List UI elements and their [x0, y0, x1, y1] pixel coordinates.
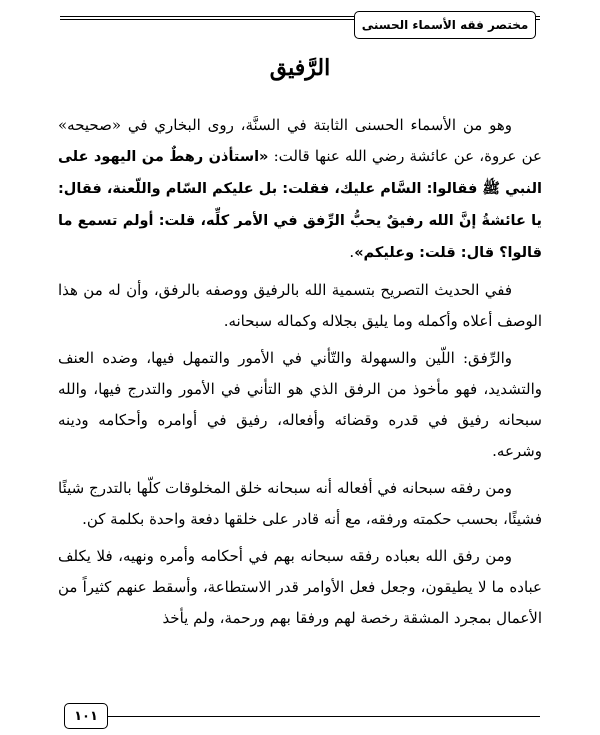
page-body: [58, 110, 542, 640]
paragraph-1: [58, 110, 542, 269]
paragraph-5: ومن رفق الله بعباده رفقه سبحانه بهم في أحكامه وأمره ونهيه، فلا يكلف عباده ما لا يطيقون، وجعل فعل الأوامر قدر الاستطاعة، وأسقط عنهم كثيراً من الأعمال بمجرد المشقة رخصة لهم ورفقا بهم ورحمة، ولم يأخذ: [58, 547, 542, 627]
paragraph-1-intro: وهو من الأسماء الحسنى الثابتة في السنَّة، روى البخاري في «صحيحه» عن عروة، عن عائشة رضي الله عنها قالت:: [58, 116, 542, 165]
paragraph-1-end: .: [349, 243, 355, 261]
paragraph-3: والرِّفق: اللّين والسهولة والتّأني في الأمور والتمهل فيها، وضده العنف والتشديد، فهو مأخوذ من الرفق الذي هو التأني في الأمور والتدرج فيها، والله سبحانه رفيق في قدره وقضائه وأفعاله، رفيق في أوامره وأحكامه ودينه وشرعه.: [58, 349, 542, 460]
book-title: مختصر فقه الأسماء الحسنى: [361, 18, 529, 32]
page-number: ١٠١: [64, 703, 108, 729]
paragraph-2: ففي الحديث التصريح بتسمية الله بالرفيق ووصفه بالرفق، وأن له من هذا الوصف أعلاه وأكمله وما يليق بجلاله وكماله سبحانه.: [58, 281, 542, 330]
running-header: [354, 11, 536, 39]
section-title: الرَّفيق: [269, 55, 331, 81]
paragraph-4: ومن رفقه سبحانه في أفعاله أنه سبحانه خلق المخلوقات كلّها بالتدرج شيئًا فشيئًا، بحسب حكمته ورفقه، مع أنه قادر على خلقها دفعة واحدة بكلمة كن.: [58, 479, 542, 528]
footer-rule: [100, 716, 540, 717]
hadith-quote: «استأذن رهطٌ من اليهود على النبي ﷺ فقالوا: السَّام عليك، فقلت: بل عليكم السّام واللّعنة، فقال: يا عائشةُ إنَّ الله رفيقٌ يحبُّ الرِّفق في الأمر كلِّه، قلت: أولم تسمع ما قالوا؟ قال: قلت: وعليكم»: [58, 149, 542, 261]
